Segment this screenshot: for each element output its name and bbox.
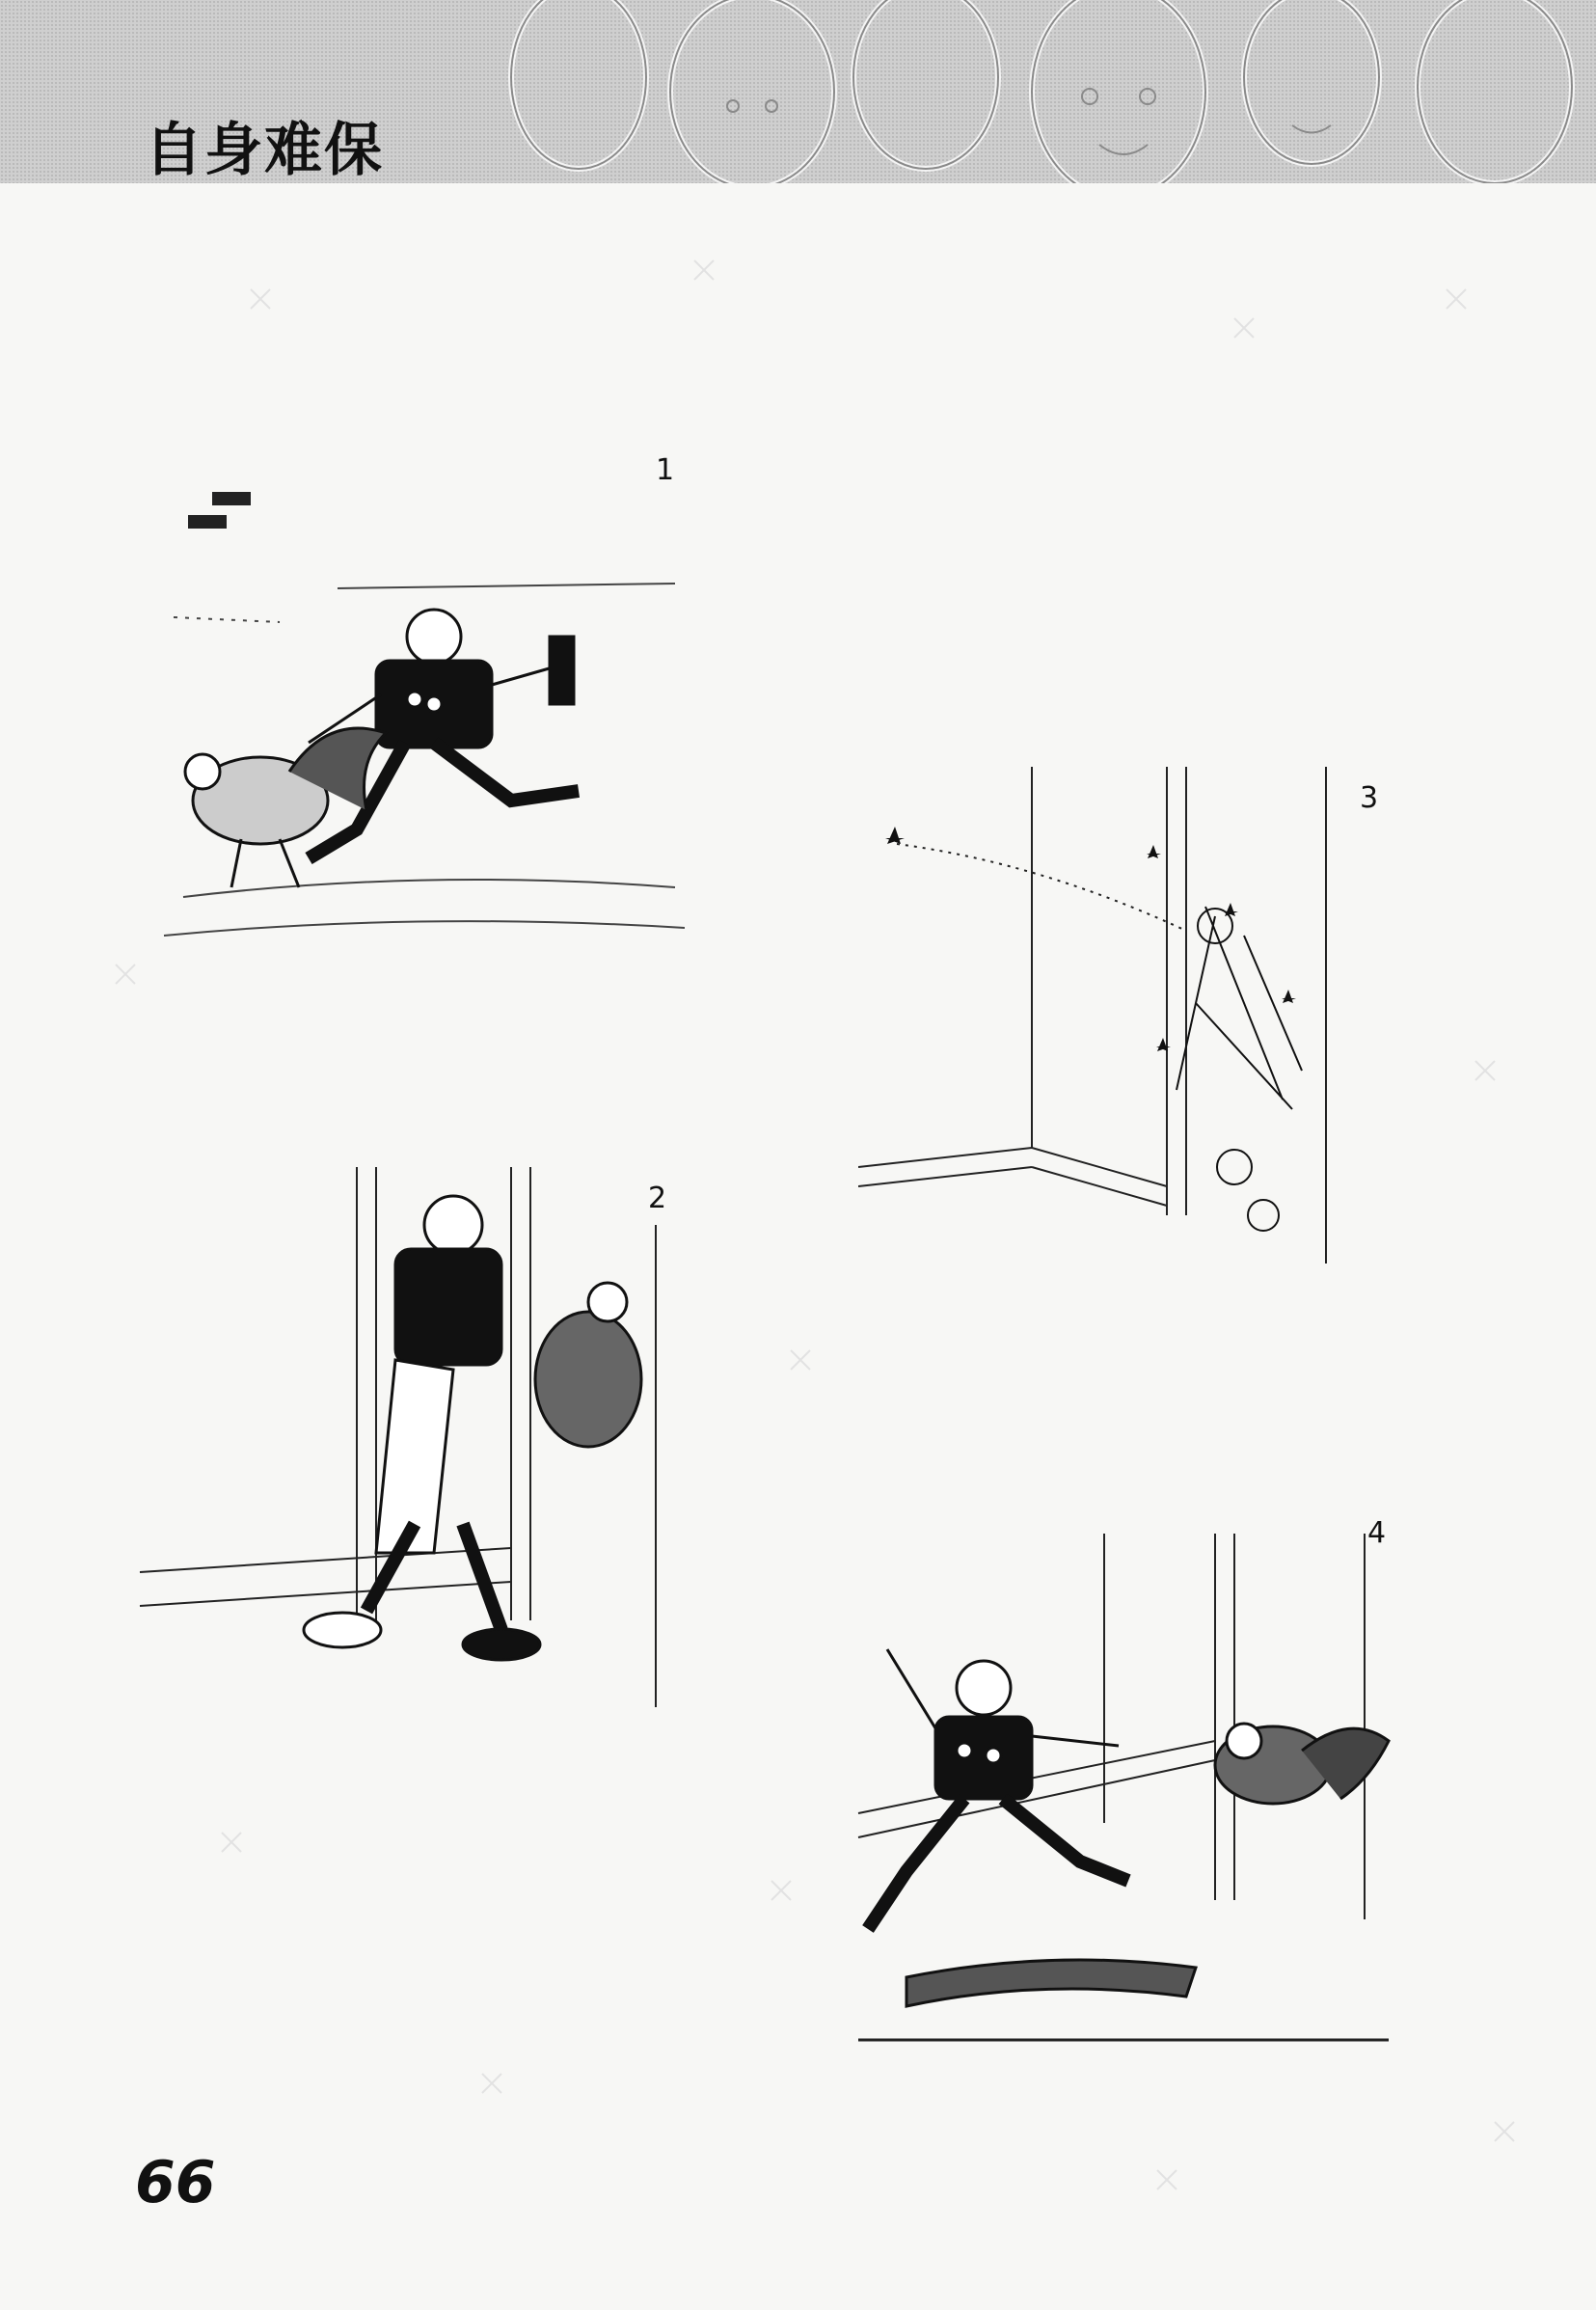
panel-1-illustration [145, 482, 685, 945]
panel-number-4: 4 [1367, 1516, 1387, 1550]
panel-3-illustration [858, 762, 1398, 1302]
page-title: 自身难保 [145, 117, 384, 183]
caricature-faces-illustration [482, 0, 1596, 183]
panel-4-illustration [849, 1514, 1398, 2050]
panel-number-1: 1 [656, 453, 675, 487]
page-header-band [0, 0, 1596, 183]
panel-2-illustration [135, 1167, 675, 1717]
panel-number-2: 2 [648, 1182, 667, 1215]
page-number: 66 [135, 2149, 216, 2216]
panel-number-3: 3 [1360, 781, 1379, 815]
